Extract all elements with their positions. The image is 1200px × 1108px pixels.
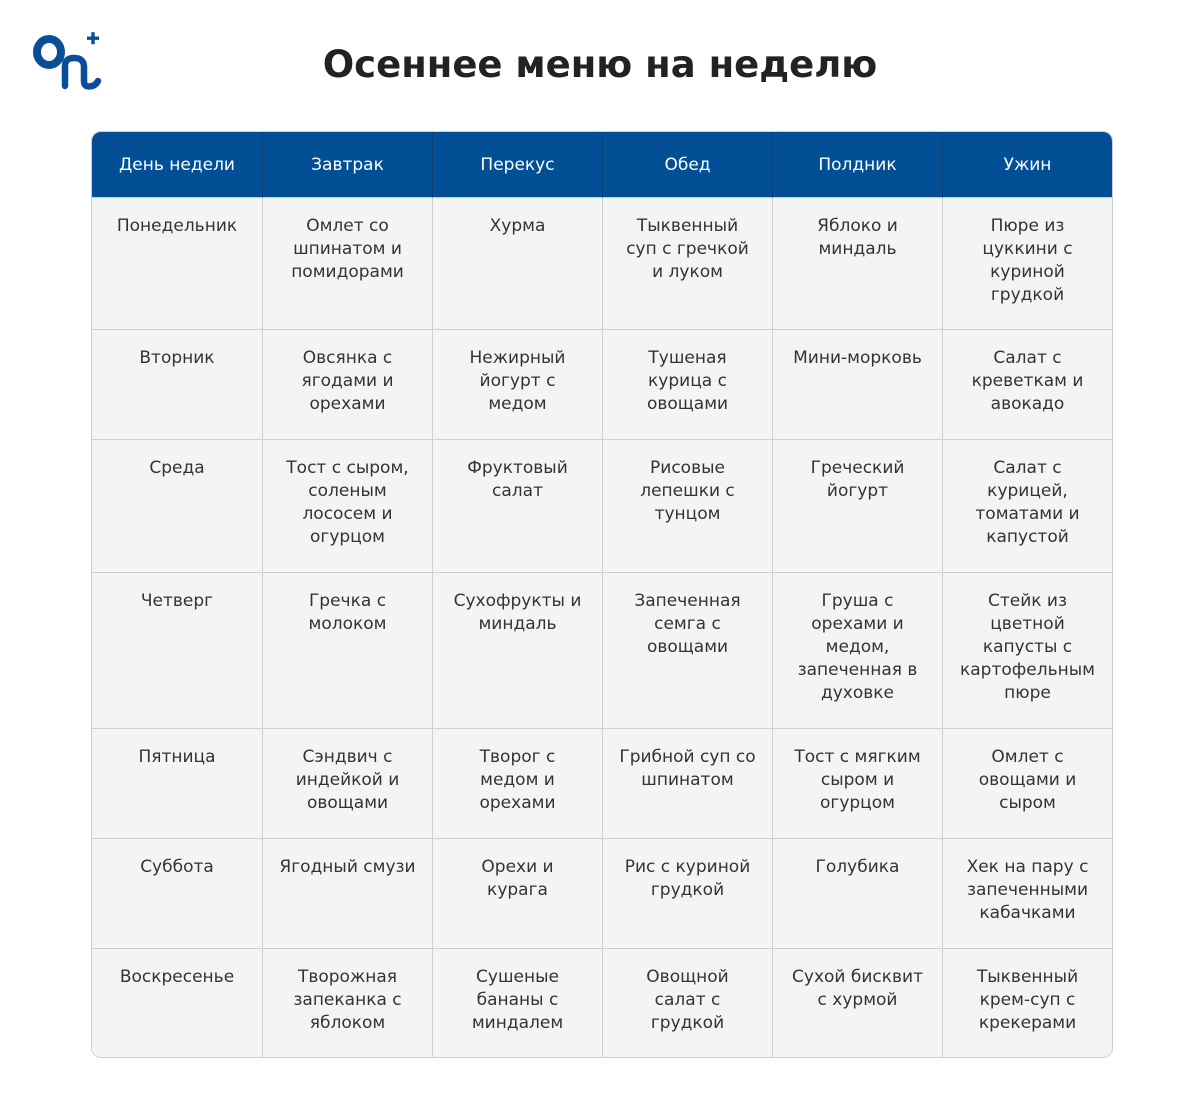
snack-cell: Хурма xyxy=(432,198,602,329)
table-row xyxy=(92,948,1112,1057)
dinner-cell: Стейк из цветной капусты с картофельным пюре xyxy=(942,572,1112,728)
afternoon-snack-cell: Сухой бисквит с хурмой xyxy=(772,948,942,1057)
column-header-breakfast: Завтрак xyxy=(262,132,432,198)
breakfast-cell: Тост с сыром, соленым лососем и огурцом xyxy=(262,439,432,572)
snack-cell: Нежирный йогурт с медом xyxy=(432,329,602,439)
lunch-cell: Тушеная курица с овощами xyxy=(602,329,772,439)
dinner-cell: Пюре из цуккини с куриной грудкой xyxy=(942,198,1112,329)
breakfast-cell: Сэндвич с индейкой и овощами xyxy=(262,728,432,838)
lunch-cell: Овощной салат с грудкой xyxy=(602,948,772,1057)
page-title: Осеннее меню на неделю xyxy=(322,43,878,86)
dinner-cell: Тыквенный крем-суп с крекерами xyxy=(942,948,1112,1057)
day-cell: Суббота xyxy=(92,838,262,948)
table-row xyxy=(92,728,1112,838)
afternoon-snack-cell: Груша с орехами и медом, запеченная в духовке xyxy=(772,572,942,728)
column-header-afternoon-snack: Полдник xyxy=(772,132,942,198)
weekly-menu-table xyxy=(91,131,1113,1058)
snack-cell: Сушеные бананы с миндалем xyxy=(432,948,602,1057)
day-cell: Пятница xyxy=(92,728,262,838)
day-cell: Вторник xyxy=(92,329,262,439)
table-row xyxy=(92,439,1112,572)
dinner-cell: Омлет с овощами и сыром xyxy=(942,728,1112,838)
afternoon-snack-cell: Мини-морковь xyxy=(772,329,942,439)
dinner-cell: Салат с курицей, томатами и капустой xyxy=(942,439,1112,572)
day-cell: Понедельник xyxy=(92,198,262,329)
lunch-cell: Рис с куриной грудкой xyxy=(602,838,772,948)
table-row xyxy=(92,838,1112,948)
lunch-cell: Запеченная семга с овощами xyxy=(602,572,772,728)
lunch-cell: Грибной суп со шпинатом xyxy=(602,728,772,838)
breakfast-cell: Творожная запеканка с яблоком xyxy=(262,948,432,1057)
lunch-cell: Тыквенный суп с гречкой и луком xyxy=(602,198,772,329)
breakfast-cell: Омлет со шпинатом и помидорами xyxy=(262,198,432,329)
day-cell: Воскресенье xyxy=(92,948,262,1057)
afternoon-snack-cell: Яблоко и миндаль xyxy=(772,198,942,329)
afternoon-snack-cell: Тост с мягким сыром и огурцом xyxy=(772,728,942,838)
table-row xyxy=(92,329,1112,439)
snack-cell: Фруктовый салат xyxy=(432,439,602,572)
column-header-lunch: Обед xyxy=(602,132,772,198)
dinner-cell: Салат с креветкам и авокадо xyxy=(942,329,1112,439)
day-cell: Четверг xyxy=(92,572,262,728)
snack-cell: Сухофрукты и миндаль xyxy=(432,572,602,728)
afternoon-snack-cell: Греческий йогурт xyxy=(772,439,942,572)
snack-cell: Орехи и курага xyxy=(432,838,602,948)
table-row xyxy=(92,198,1112,329)
breakfast-cell: Ягодный смузи xyxy=(262,838,432,948)
breakfast-cell: Гречка с молоком xyxy=(262,572,432,728)
dinner-cell: Хек на пару с запеченными кабачками xyxy=(942,838,1112,948)
table-header-row xyxy=(92,132,1112,198)
breakfast-cell: Овсянка с ягодами и орехами xyxy=(262,329,432,439)
column-header-day: День недели xyxy=(92,132,262,198)
column-header-snack: Перекус xyxy=(432,132,602,198)
afternoon-snack-cell: Голубика xyxy=(772,838,942,948)
table-row xyxy=(92,572,1112,728)
day-cell: Среда xyxy=(92,439,262,572)
lunch-cell: Рисовые лепешки с тунцом xyxy=(602,439,772,572)
snack-cell: Творог с медом и орехами xyxy=(432,728,602,838)
column-header-dinner: Ужин xyxy=(942,132,1112,198)
